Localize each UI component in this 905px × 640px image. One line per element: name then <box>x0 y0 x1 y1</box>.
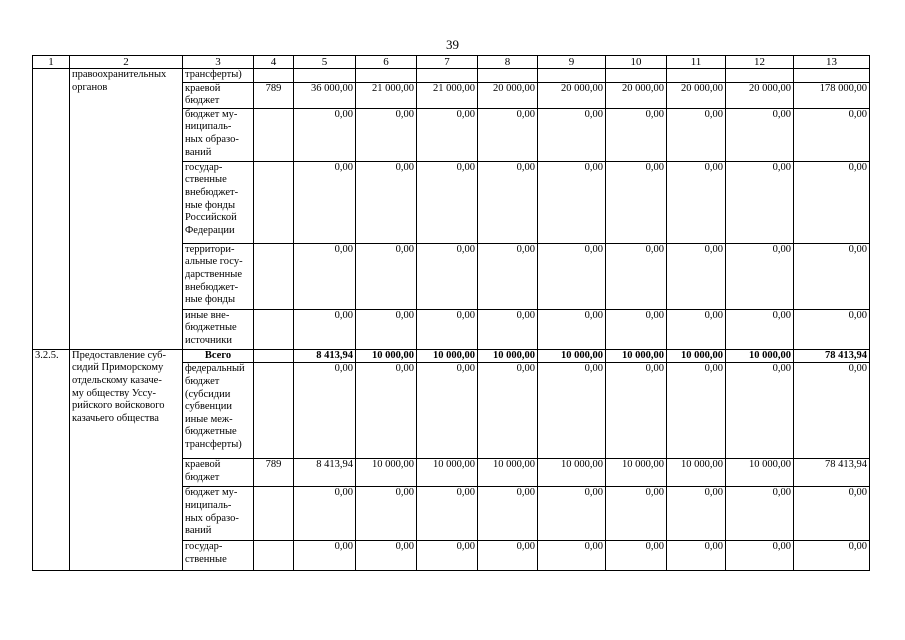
column-number-10: 10 <box>606 56 667 69</box>
value-cell: 10 000,00 <box>478 349 538 363</box>
value-cell: 0,00 <box>606 487 667 541</box>
funding-source: государ- ственные <box>183 541 254 571</box>
value-cell: 0,00 <box>726 161 794 243</box>
budget-code <box>254 309 294 349</box>
value-cell: 78 413,94 <box>794 349 870 363</box>
value-cell <box>726 69 794 83</box>
value-cell: 0,00 <box>667 309 726 349</box>
block-1-title: правоохранительных органов <box>70 69 183 350</box>
value-cell: 10 000,00 <box>538 349 606 363</box>
value-cell: 8 413,94 <box>294 349 356 363</box>
value-cell: 0,00 <box>538 487 606 541</box>
value-cell: 0,00 <box>667 363 726 459</box>
column-number-7: 7 <box>417 56 478 69</box>
value-cell: 0,00 <box>606 363 667 459</box>
value-cell <box>417 69 478 83</box>
value-cell: 0,00 <box>726 541 794 571</box>
value-cell: 0,00 <box>606 161 667 243</box>
column-number-6: 6 <box>356 56 417 69</box>
value-cell: 0,00 <box>667 243 726 309</box>
value-cell: 0,00 <box>294 487 356 541</box>
value-cell <box>356 69 417 83</box>
funding-source: трансферты) <box>183 69 254 83</box>
value-cell: 0,00 <box>538 243 606 309</box>
funding-source: территори- альные госу- дарственные внебюджет- ные фонды <box>183 243 254 309</box>
value-cell: 0,00 <box>606 541 667 571</box>
value-cell <box>294 69 356 83</box>
value-cell: 0,00 <box>294 108 356 161</box>
value-cell: 0,00 <box>794 108 870 161</box>
value-cell: 0,00 <box>794 243 870 309</box>
column-number-4: 4 <box>254 56 294 69</box>
value-cell: 0,00 <box>356 541 417 571</box>
column-number-5: 5 <box>294 56 356 69</box>
value-cell: 0,00 <box>667 108 726 161</box>
value-cell <box>794 69 870 83</box>
value-cell: 0,00 <box>356 161 417 243</box>
column-number-2: 2 <box>70 56 183 69</box>
budget-code <box>254 541 294 571</box>
value-cell: 0,00 <box>478 309 538 349</box>
budget-code <box>254 363 294 459</box>
funding-source: государ- ственные внебюджет- ные фонды Российской Федерации <box>183 161 254 243</box>
budget-code <box>254 349 294 363</box>
value-cell: 0,00 <box>478 161 538 243</box>
value-cell: 0,00 <box>667 541 726 571</box>
value-cell <box>478 69 538 83</box>
value-cell: 20 000,00 <box>667 82 726 108</box>
column-number-11: 11 <box>667 56 726 69</box>
block-2-row <box>33 349 870 363</box>
column-number-row <box>33 56 870 69</box>
value-cell: 0,00 <box>606 108 667 161</box>
value-cell: 0,00 <box>417 487 478 541</box>
value-cell: 0,00 <box>478 487 538 541</box>
value-cell <box>667 69 726 83</box>
value-cell: 20 000,00 <box>538 82 606 108</box>
column-number-13: 13 <box>794 56 870 69</box>
value-cell: 0,00 <box>538 108 606 161</box>
value-cell: 10 000,00 <box>478 459 538 487</box>
value-cell: 10 000,00 <box>667 459 726 487</box>
budget-code <box>254 243 294 309</box>
value-cell: 0,00 <box>794 487 870 541</box>
value-cell: 0,00 <box>606 243 667 309</box>
value-cell: 0,00 <box>794 541 870 571</box>
budget-code <box>254 108 294 161</box>
column-number-1: 1 <box>33 56 70 69</box>
value-cell: 10 000,00 <box>417 459 478 487</box>
funding-source: краевой бюджет <box>183 459 254 487</box>
value-cell: 10 000,00 <box>606 459 667 487</box>
value-cell: 0,00 <box>478 243 538 309</box>
value-cell: 10 000,00 <box>606 349 667 363</box>
value-cell <box>606 69 667 83</box>
value-cell: 0,00 <box>356 108 417 161</box>
value-cell: 178 000,00 <box>794 82 870 108</box>
budget-code <box>254 161 294 243</box>
value-cell: 0,00 <box>726 309 794 349</box>
value-cell: 0,00 <box>538 541 606 571</box>
value-cell: 36 000,00 <box>294 82 356 108</box>
column-number-3: 3 <box>183 56 254 69</box>
value-cell: 10 000,00 <box>356 349 417 363</box>
value-cell: 10 000,00 <box>417 349 478 363</box>
value-cell: 78 413,94 <box>794 459 870 487</box>
value-cell: 0,00 <box>356 487 417 541</box>
value-cell: 0,00 <box>356 243 417 309</box>
value-cell: 0,00 <box>294 309 356 349</box>
column-number-8: 8 <box>478 56 538 69</box>
value-cell: 8 413,94 <box>294 459 356 487</box>
value-cell: 0,00 <box>417 108 478 161</box>
budget-code: 789 <box>254 459 294 487</box>
value-cell: 0,00 <box>794 363 870 459</box>
value-cell: 0,00 <box>538 161 606 243</box>
value-cell: 0,00 <box>294 161 356 243</box>
value-cell: 0,00 <box>356 363 417 459</box>
value-cell: 0,00 <box>294 363 356 459</box>
value-cell: 21 000,00 <box>356 82 417 108</box>
value-cell: 0,00 <box>478 363 538 459</box>
value-cell: 0,00 <box>417 541 478 571</box>
value-cell: 0,00 <box>667 161 726 243</box>
funding-source: бюджет му- ниципаль- ных образо- ваний <box>183 108 254 161</box>
value-cell: 20 000,00 <box>478 82 538 108</box>
value-cell: 10 000,00 <box>538 459 606 487</box>
value-cell: 0,00 <box>667 487 726 541</box>
value-cell: 0,00 <box>726 363 794 459</box>
funding-source: иные вне- бюджетные источники <box>183 309 254 349</box>
value-cell: 0,00 <box>606 309 667 349</box>
value-cell: 0,00 <box>417 363 478 459</box>
block-1-row <box>33 69 870 83</box>
value-cell: 0,00 <box>417 309 478 349</box>
value-cell: 0,00 <box>726 487 794 541</box>
budget-code <box>254 69 294 83</box>
value-cell: 10 000,00 <box>726 349 794 363</box>
value-cell: 21 000,00 <box>417 82 478 108</box>
column-number-9: 9 <box>538 56 606 69</box>
value-cell: 0,00 <box>726 243 794 309</box>
page-number: 39 <box>446 37 459 52</box>
block-2-number: 3.2.5. <box>33 349 70 571</box>
funding-source: Всего <box>183 349 254 363</box>
value-cell: 0,00 <box>794 161 870 243</box>
value-cell: 0,00 <box>538 363 606 459</box>
value-cell: 0,00 <box>417 243 478 309</box>
funding-source: бюджет му- ниципаль- ных образо- ваний <box>183 487 254 541</box>
value-cell: 0,00 <box>478 108 538 161</box>
value-cell <box>538 69 606 83</box>
budget-code: 789 <box>254 82 294 108</box>
value-cell: 0,00 <box>356 309 417 349</box>
table-body <box>33 56 870 571</box>
value-cell: 0,00 <box>538 309 606 349</box>
value-cell: 20 000,00 <box>606 82 667 108</box>
block-2-title: Предоставление суб- сидий Приморскому отдельскому казаче- му обществу Уссу- рийского войскового казачьего общества <box>70 349 183 571</box>
value-cell: 10 000,00 <box>667 349 726 363</box>
value-cell: 0,00 <box>294 541 356 571</box>
funding-source: федеральный бюджет (субсидии субвенции иные меж- бюджетные трансферты) <box>183 363 254 459</box>
value-cell: 10 000,00 <box>356 459 417 487</box>
budget-table <box>32 55 870 571</box>
value-cell: 0,00 <box>726 108 794 161</box>
value-cell: 0,00 <box>294 243 356 309</box>
value-cell: 0,00 <box>417 161 478 243</box>
value-cell: 0,00 <box>794 309 870 349</box>
budget-code <box>254 487 294 541</box>
block-1-number <box>33 69 70 350</box>
value-cell: 0,00 <box>478 541 538 571</box>
column-number-12: 12 <box>726 56 794 69</box>
funding-source: краевой бюджет <box>183 82 254 108</box>
value-cell: 10 000,00 <box>726 459 794 487</box>
value-cell: 20 000,00 <box>726 82 794 108</box>
